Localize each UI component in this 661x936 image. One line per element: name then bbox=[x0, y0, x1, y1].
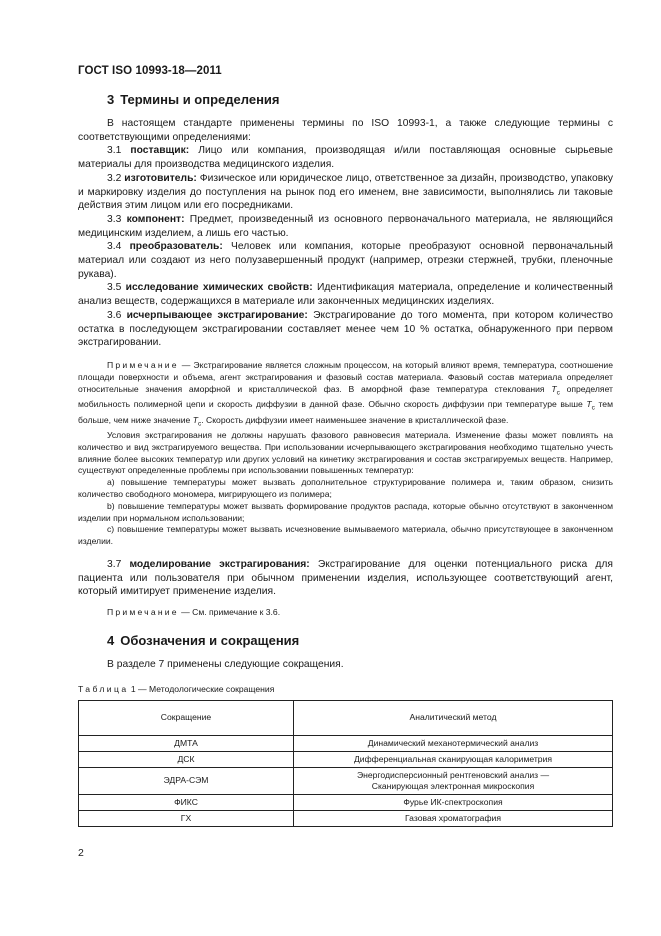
term-3-3: 3.3 компонент: Предмет, произведенный из основного первоначального материала, не являющийся медицинским изделием, а лишь его частью. bbox=[78, 213, 613, 239]
term-3-2: 3.2 изготовитель: Физическое или юридическое лицо, ответственное за дизайн, производство, упаковку и маркировку изделия до поступления на рынок под его именем, вне зависимости, выполнялись ли таковые действия этим лицом или его посредниками. bbox=[78, 172, 613, 212]
method-cell: Энергодисперсионный рентгеновский анализ — Сканирующая электронная микроскопия bbox=[294, 767, 613, 794]
abbreviation-cell: ДСК bbox=[79, 751, 294, 767]
abbreviations-table bbox=[78, 700, 613, 827]
term-3-7: 3.7 моделирование экстрагирования: Экстрагирование для оценки потенциального риска для пациента или пользователя при обычном применении изделия, использующее соответствующий агент, который имитирует применение изделия. bbox=[78, 559, 613, 598]
table-header-row bbox=[79, 700, 613, 735]
note-3-7: Примечание — См. примечание к 3.6. bbox=[107, 607, 281, 618]
page-content bbox=[78, 92, 613, 827]
table-row bbox=[79, 735, 613, 751]
abbreviation-cell: ФИКС bbox=[79, 794, 294, 810]
section-3-intro: В настоящем стандарте применены термины по ISO 10993-1, а также следующие термины с соответствующими определениями: bbox=[78, 118, 613, 143]
abbreviation-cell: ЭДРА-СЭМ bbox=[79, 767, 294, 794]
abbreviation-cell: ДМТА bbox=[79, 735, 294, 751]
section-3-number: 3 bbox=[107, 92, 115, 107]
table-row bbox=[79, 751, 613, 767]
section-4-intro: В разделе 7 применены следующие сокращения. bbox=[107, 658, 344, 670]
method-cell: Газовая хроматография bbox=[294, 810, 613, 826]
table-row bbox=[79, 810, 613, 826]
document-header: ГОСТ ISO 10993-18—2011 bbox=[78, 65, 222, 77]
method-cell: Дифференциальная сканирующая калориметрия bbox=[294, 751, 613, 767]
section-3-heading bbox=[107, 92, 613, 107]
column-header-method: Аналитический метод bbox=[294, 700, 613, 735]
table-body bbox=[79, 735, 613, 826]
method-cell: Фурье ИК-спектроскопия bbox=[294, 794, 613, 810]
note-3-6: Примечание — Экстрагирование является сложным процессом, на который влияют время, температура, соотношение площади поверхности и объема, агент экстрагирования и фазовый состав материала. Фазовый состав материала определяет относительные значения аморфной и кристаллической фаз. В аморфной фазе температура стеклования $T_c$ определяет мобильность полимерной цепи и скорость диффузии в данной фазе. Обычно скорость диффузии при температуре выше $T_c$ тем больше, чем ниже значение $T_c$. Скорость диффузии имеет наименьшее значение в кристаллической фазе. bbox=[78, 359, 613, 428]
page-number: 2 bbox=[78, 847, 84, 859]
term-3-4: 3.4 преобразователь: Человек или компания, которые преобразуют основной первоначальный материал или создают из него полузавершенный продукт (например, отрезки стержней, трубки, пленочные рукава). bbox=[78, 241, 613, 280]
term-3-6: 3.6 исчерпывающее экстрагирование: Экстрагирование до того момента, при котором количество остатка в последующем экстрагировании составляет менее чем 10 % остатка, обнаруженного при первом экстрагировании. bbox=[78, 309, 613, 349]
table-caption: Таблица 1 — Методологические сокращения bbox=[78, 683, 275, 694]
abbreviation-cell: ГХ bbox=[79, 810, 294, 826]
term-3-1: 3.1 поставщик: Лицо или компания, производящая и/или поставляющая основные сырьевые материалы для производства медицинского изделия. bbox=[78, 145, 613, 171]
note-3-6-paragraph-2: Условия экстрагирования не должны нарушать фазового равновесия материала. Изменение фазы может повлиять на количество и вид экстрагируемого вещества. При использовании исчерпывающего экстрагирования необходимо тщательно учесть влияние более высоких температур или других условий на кинетику экстрагирования и состав экстрагируемых веществ. Например, существуют определенные проблемы при использовании повышенных температур: bbox=[78, 430, 613, 476]
column-header-abbreviation: Сокращение bbox=[79, 700, 294, 735]
method-cell: Динамический механотермический анализ bbox=[294, 735, 613, 751]
table-row bbox=[79, 767, 613, 794]
note-list-item-a: a) повышение температуры может вызвать дополнительное структурирование полимера и, таким образом, снизить количество свободного мономера, мигрирующего из полимера; bbox=[78, 477, 613, 500]
term-3-5: 3.5 исследование химических свойств: Идентификация материала, определение и количественный анализ веществ, содержащихся в материале или законченных медицинских изделиях. bbox=[78, 282, 613, 308]
table-row bbox=[79, 794, 613, 810]
section-3-title: Термины и определения bbox=[120, 92, 280, 107]
section-4-heading bbox=[107, 633, 613, 648]
note-list-item-b: b) повышение температуры может вызвать формирование продуктов распада, которые обычно отсутствуют в законченном изделии при нормальном использовании; bbox=[78, 500, 613, 523]
section-4-number: 4 bbox=[107, 632, 115, 648]
note-list-item-c: c) повышение температуры может вызвать исчезновение вымываемого материала, обычно присутствующее в законченном изделии. bbox=[78, 524, 613, 547]
section-4-title: Обозначения и сокращения bbox=[120, 632, 300, 648]
